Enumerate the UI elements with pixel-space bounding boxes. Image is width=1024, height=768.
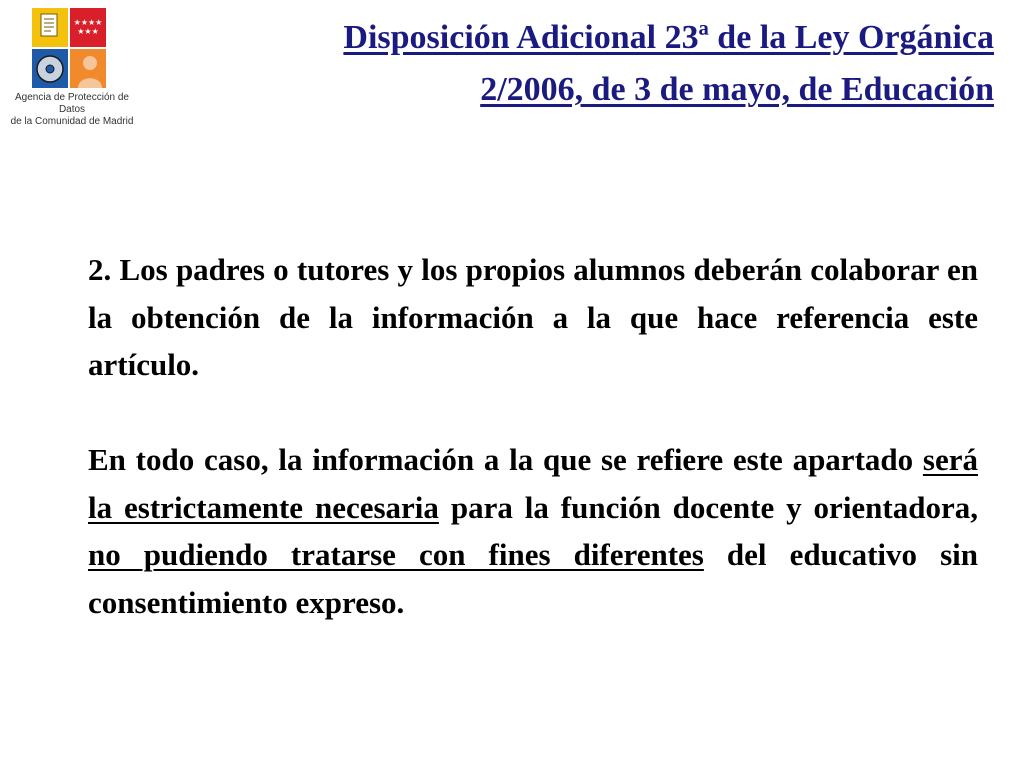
svg-text:★★★★: ★★★★ (73, 18, 103, 27)
logo-caption-line2: de la Comunidad de Madrid (10, 116, 134, 127)
underlined-phrase-1: será la estrictamente necesaria (88, 442, 978, 525)
page-title-text: Disposición Adicional 23ª de la Ley Orgánica 2/2006, de 3 de mayo, de Educación (343, 19, 994, 108)
svg-text:★★★: ★★★ (77, 27, 99, 36)
paragraph-2 (88, 436, 978, 626)
logo-caption-line1: Agencia de Protección de Datos (15, 92, 129, 115)
paragraph-2-part-2: para la función docente y orientadora, (438, 489, 978, 525)
paragraph-2-part-3: del educativo sin consentimiento expreso. (88, 537, 979, 620)
paragraph-1: 2. Los padres o tutores y los propios alumnos deberán colaborar en la obtención de la información a la que hace referencia este artículo. (88, 252, 978, 382)
madrid-stars-icon (70, 8, 106, 47)
underlined-phrase-2: no pudiendo tratarse con fines diferentes (88, 537, 704, 572)
page-title (334, 12, 994, 116)
paragraph-spacer (88, 389, 978, 437)
person-icon (70, 49, 106, 88)
document-icon (32, 8, 68, 47)
logo-mark (32, 8, 106, 88)
logo-caption (4, 92, 140, 128)
agency-logo (4, 4, 140, 127)
body-text (88, 246, 978, 626)
paragraph-2-part-1: En todo caso, la información a la que se refiere este apartado (88, 442, 923, 477)
disc-icon (32, 49, 68, 88)
